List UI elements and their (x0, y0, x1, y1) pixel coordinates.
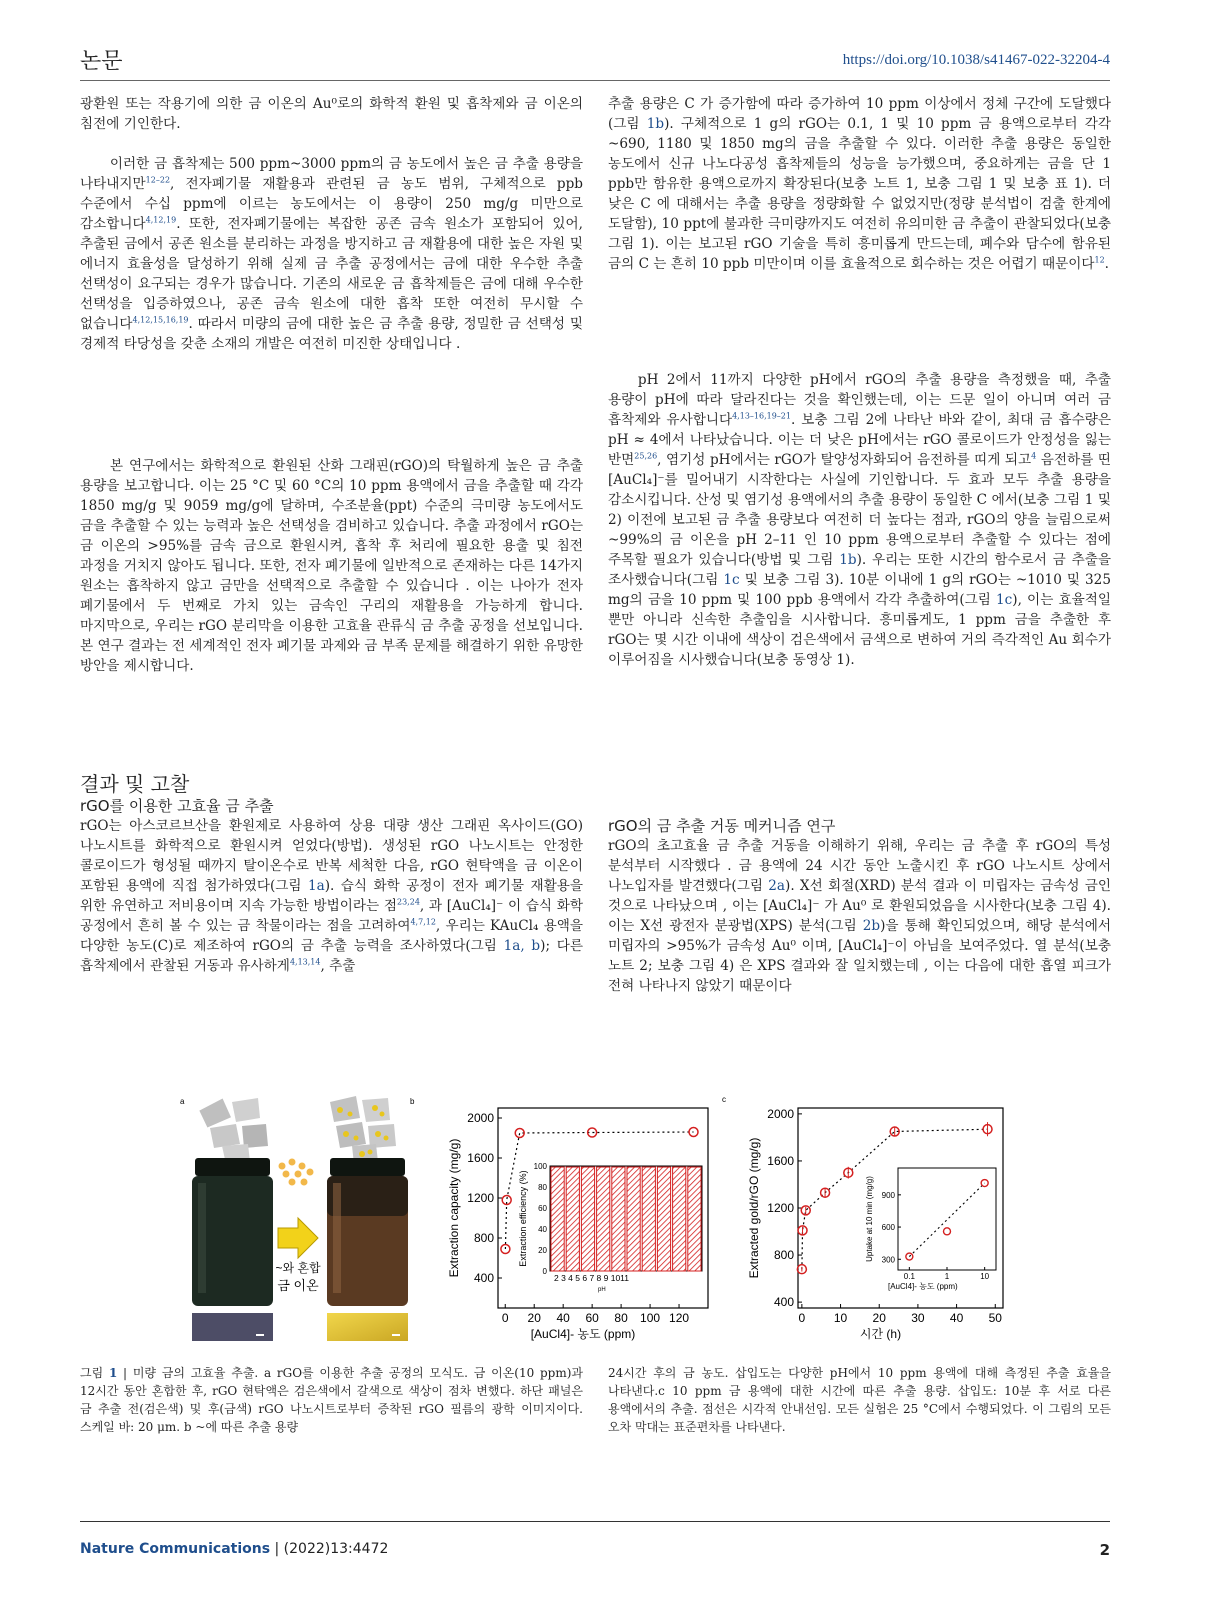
y-tick-label: 80 (538, 1183, 547, 1192)
chart-inset-ph-efficiency (518, 1162, 702, 1293)
gold-ion-dots (279, 1159, 314, 1186)
y-tick-label: 1600 (767, 1153, 794, 1168)
x-tick-label: 40 (949, 1311, 964, 1325)
x-tick-label: 20 (872, 1311, 886, 1325)
y-tick-label: 2000 (467, 1111, 494, 1125)
data-point (689, 1128, 698, 1137)
reference-link[interactable]: 12–22 (145, 175, 171, 185)
figure-1-svg (170, 1088, 1030, 1343)
y-axis-label: Uptake at 10 min (mg/g) (865, 1176, 874, 1262)
results-right (608, 816, 1111, 996)
doi-link[interactable]: https://doi.org/10.1038/s41467-022-32204-4 (842, 52, 1110, 68)
bar (657, 1167, 670, 1271)
x-axis-label: pH (598, 1287, 606, 1293)
reference-link[interactable]: 25,26 (634, 451, 658, 461)
x-tick-label: 0 (798, 1311, 806, 1325)
y-axis-label: Extracted gold/rGO (mg/g) (747, 1137, 761, 1279)
x-tick-label: 40 (556, 1311, 570, 1325)
x-tick-label: 0.1 (903, 1272, 915, 1281)
paragraph: pH 2에서 11까지 다양한 pH에서 rGO의 추출 용량을 측정했을 때, 추출 용량이 pH에 따라 달라진다는 것을 확인했는데, 이는 드문 일이 아니며 여러 금 흡착제와 유사합니다$^{4,13-16,19-21}$. 보충 그림 2에 나타난 바와 같이, 최대 금 흡수량은 pH ≈ 4에서 나타났습니다. 이는 더 낮은 pH에서는 rGO 콜로이드가 안정성을 잃는 반면$^{25,26}$, 염기성 pH에서는 rGO가 탈양성자화되어 음전하를 띠게 되고$^4$ 음전하를 띤 [AuCl₄]⁻를 밀어내기 시작한다는 사실에 기인합니다. 두 효과 모두 추출 용량을 감소시킵니다. 산성 및 염기성 용액에서의 추출 용량이 동일한 C 에서(보충 그림 1 및 2) 이전에 보고된 금 추출 용량보다 여전히 더 높다는 점과, rGO의 양을 늘림으로써 ~99%의 금 이온을 pH 2–11 인 10 ppm 용액으로부터 추출할 수 있다는 점에 주목할 필요가 있습니다(방법 및 그림 1b). 우리는 또한 시간의 함수로서 금 추출을 조사했습니다(그림 1c 및 보충 그림 3). 10분 이내에 1 g의 rGO는 ~1010 및 325 mg의 금을 10 ppm 및 100 ppb 용액에서 각각 추출하여(그림 1c), 이는 효율적일 뿐만 아니라 신속한 추출임을 시사합니다. 흥미롭게도, 1 ppm 금을 추출한 후 rGO는 몇 시간 이내에 색상이 검은색에서 금색으로 변하여 거의 즉각적인 Au 회수가 이루어짐을 시사했습니다(보충 동영상 1). (608, 372, 1112, 668)
paragraph: rGO는 아스코르브산을 환원제로 사용하여 상용 대량 생산 그래핀 옥사이드(GO) 나노시트를 화학적으로 환원시켜 얻었다(방법). 생성된 rGO 나노시트는 안정한 콜로이드가 형성될 때까지 탈이온수로 반복 세척한 다음, rGO 현탁액을 금 이온이 포함된 용액에 직접 첨가하였다(그림 1a). 습식 화학 공정이 전자 폐기물 재활용을 위한 유연하고 저비용이며 지속 가능한 방법이라는 점$^{23,24}$, 과 [AuCl₄]⁻ 이 습식 화학 공정에서 흔히 볼 수 있는 금 착물이라는 점을 고려하여$^{4,7,12}$, 우리는 KAuCl₄ 용액을 다양한 농도(C)로 제조하여 rGO의 금 추출 능력을 조사하였다(그림 1a, b); 다른 흡착제에서 관찰된 거동과 유사하게$^{4,13,14}$, 추출 (80, 818, 583, 974)
y-axis-label: Extraction efficiency (%) (518, 1170, 528, 1267)
figure-link[interactable]: 1b (839, 552, 857, 568)
arrow-caption-line2: 금 이온 (277, 1278, 319, 1293)
y-tick-label: 800 (773, 1248, 794, 1263)
panel-a-label: a (180, 1097, 185, 1106)
subsection-heading: rGO를 이용한 고효율 금 추출 (80, 797, 274, 815)
y-tick-label: 1600 (467, 1151, 494, 1165)
right-column-middle (608, 370, 1111, 670)
bar (688, 1167, 701, 1271)
paragraph: rGO의 초고효율 금 추출 거동을 이해하기 위해, 우리는 금 추출 후 rGO의 특성 분석부터 시작했다 . 금 용액에 24 시간 동안 노출시킨 후 rGO 나노시트 상에서 나노입자를 발견했다(그림 2a). X선 회절(XRD) 분석 결과 이 미립자는 금속성 금인 것으로 나타났으며 , 이는 [AuCl₄]⁻ 가 Au⁰ 로 환원되었음을 시사한다(보충 그림 4). 이는 X선 광전자 분광법(XPS) 분석(그림 2b)을 통해 확인되었으며, 해당 분석에서 미립자의 >95%가 금속성 Au⁰ 이며, [AuCl₄]⁻이 아님을 보여주었다. 열 분석(보충 노트 2; 보충 그림 4) 은 XPS 결과와 잘 일치했는데 , 이는 다음에 대한 흡열 피크가 전혀 나타나지 않았기 때문이다 (608, 838, 1111, 994)
bar (673, 1167, 686, 1271)
y-tick-label: 2000 (767, 1106, 794, 1121)
figure-link[interactable]: 1c (996, 592, 1013, 608)
x-tick-label: 60 (585, 1311, 599, 1325)
section-label: 논문 (80, 49, 123, 74)
reference-link[interactable]: 4,12,15,16,19 (132, 315, 189, 325)
bar (642, 1167, 655, 1271)
reference-link[interactable]: 4,13,14 (289, 957, 321, 967)
left-column-upper (80, 94, 583, 354)
y-tick-label: 400 (473, 1271, 494, 1285)
paragraph: 본 연구에서는 화학적으로 환원된 산화 그래핀(rGO)의 탁월하게 높은 금 추출 용량을 보고합니다. 이는 25 °C 및 60 °C의 10 ppm 용액에서 금을 추출할 때 각각 1850 mg/g 및 9059 mg/g에 달하며, 수조분율(ppt) 수준의 극미량 농도에서도 금을 추출할 수 있는 능력과 높은 선택성을 겸비하고 있습니다. 추출 과정에서 rGO는 금 이온의 >95%를 금속 금으로 환원시켜, 흡착 후 처리에 필요한 용출 및 침전 과정을 거치지 않아도 됩니다. 또한, 전자 폐기물에 일반적으로 존재하는 다른 14가지 원소는 흡착하지 않고 금만을 선택적으로 추출할 수 있습니다 . 이는 나아가 전자 폐기물에서 두 번째로 가치 있는 금속인 구리의 재활용을 가능하게 합니다. 마지막으로, 우리는 rGO 분리막을 이용한 고효율 관류식 금 추출 공정을 선보입니다. 본 연구 결과는 전 세계적인 전자 폐기물 과제와 금 부족 문제를 해결하기 위한 유망한 방안을 제시합니다. (80, 458, 583, 674)
results-left (80, 796, 583, 976)
arrow-caption-line1: ~와 혼합 (275, 1261, 321, 1275)
subsection-heading: rGO의 금 추출 거동 메커니즘 연구 (608, 817, 836, 835)
bar (627, 1167, 640, 1271)
vial-after (327, 1158, 408, 1306)
footer-rule (80, 1521, 1110, 1522)
y-tick-label: 40 (538, 1225, 547, 1234)
journal-name: Nature Communications | (2022)13:4472 (80, 1541, 389, 1557)
y-tick-label: 600 (881, 1223, 895, 1233)
y-tick-label: 0 (542, 1267, 547, 1276)
chart-inset-uptake (865, 1168, 996, 1291)
figure-link[interactable]: 2a (768, 878, 786, 894)
panel-c-label: c (722, 1095, 726, 1104)
x-axis-label: [AuCl4]- 농도 (ppm) (888, 1282, 958, 1291)
graphene-flakes-before (198, 1098, 268, 1164)
paragraph: 광환원 또는 작용기에 의한 금 이온의 Au⁰로의 화학적 환원 및 흡착제와 금 이온의 침전에 기인한다. (80, 96, 583, 132)
x-tick-labels: 2 3 4 5 6 7 8 9 1011 (554, 1273, 629, 1283)
x-tick-label: 20 (527, 1311, 541, 1325)
x-tick-label: 50 (988, 1311, 1002, 1325)
film-image-after (327, 1313, 408, 1341)
y-tick-label: 1200 (467, 1191, 494, 1205)
y-tick-label: 900 (881, 1190, 895, 1200)
reference-link[interactable]: 4 (1031, 451, 1037, 461)
bar (597, 1167, 610, 1271)
x-tick-label: 10 (980, 1272, 990, 1281)
graphene-flakes-after (330, 1096, 396, 1164)
paragraph: 이러한 금 흡착제는 500 ppm~3000 ppm의 금 농도에서 높은 금 추출 용량을 나타내지만$^{12-22}$, 전자폐기물 재활용과 관련된 금 농도 범위, 구체적으로 ppb 수준에서 수십 ppm에 이르는 농도에서는 이 용량이 250 mg/g 미만으로 감소합니다$^{4,12,19}$. 또한, 전자폐기물에는 복잡한 공존 금속 원소가 포함되어 있어, 추출된 금에서 공존 원소를 분리하는 과정을 방지하고 금 재활용에 대한 높은 자원 및 에너지 효율성을 달성하기 위해 실제 금 추출 공정에서는 금에 대한 우수한 추출 선택성이 요구되는 경우가 많습니다. 기존의 새로운 금 흡착제들은 금에 대해 우수한 선택성을 입증하였으나, 공존 금속 원소에 대한 흡착 또한 여전히 무시할 수 없습니다$^{4,12,15,16,19}$. 따라서 미량의 금에 대한 높은 금 추출 용량, 정밀한 금 선택성 및 경제적 타당성을 갖춘 소재의 개발은 여전히 미진한 상태입니다 . (80, 156, 583, 352)
header-rule (80, 80, 1110, 81)
reference-link[interactable]: 4,7,12 (410, 917, 436, 927)
y-tick-label: 400 (773, 1295, 794, 1310)
figure-link[interactable]: 1c (723, 572, 740, 588)
x-tick-label: 0 (501, 1311, 509, 1325)
x-axis-label: 시간 (h) (859, 1327, 902, 1341)
bar (566, 1167, 579, 1271)
reference-link[interactable]: 23,24 (397, 897, 420, 907)
figure-link[interactable]: 1a (307, 878, 325, 894)
figure-caption-right: 24시간 후의 금 농도. 삽입도는 다양한 pH에서 10 ppm 용액에 대해 측정된 추출 효율을 나타낸다.c 10 ppm 금 용액에 대한 시간에 따른 추출 용량. 삽입도: 10분 후 서로 다른 용액에서의 추출. 점선은 시각적 안내선임. 모든 실험은 25 °C에서 수행되었다. 이 그림의 모든 오차 막대는 표준편차를 나타낸다. (608, 1366, 1111, 1434)
y-tick-label: 20 (538, 1246, 547, 1255)
section-heading: 결과 및 고찰 (80, 772, 190, 796)
paragraph: 추출 용량은 C 가 증가함에 따라 증가하여 10 ppm 이상에서 정체 구간에 도달했다(그림 1b). 구체적으로 1 g의 rGO는 0.1, 1 및 10 ppm 금 용액으로부터 각각 ~690, 1180 및 1850 mg의 금을 추출할 수 있다. 이러한 추출 용량은 동일한 농도에서 신규 나노다공성 흡착제들의 성능을 능가했으며, 중요하게는 금을 단 1 ppb만 함유한 용액으로까지 확장된다(보충 노트 1, 보충 그림 1 및 보충 표 1). 더 낮은 C 에 대해서는 추출 용량을 정량화할 수 없었지만(정량 분석법이 검출 한계에 도달함), 10 ppt에 불과한 극미량까지도 여전히 유의미한 금 추출이 관찰되었다(보충 그림 1). 이는 보고된 rGO 기술을 특히 흥미롭게 만드는데, 폐수와 담수에 함유된 금의 C 는 흔히 10 ppb 미만이며 이를 효율적으로 회수하는 것은 어렵기 때문이다$^{12}$. (608, 96, 1111, 272)
panel-b-label-small: b (410, 1097, 415, 1106)
y-axis-label: Extraction capacity (mg/g) (447, 1138, 461, 1278)
x-tick-label: 120 (669, 1311, 690, 1325)
process-arrow (278, 1218, 318, 1258)
reference-link[interactable]: 4,12,19 (145, 215, 177, 225)
x-tick-label: 10 (833, 1311, 848, 1325)
bar (612, 1167, 625, 1271)
page-number: 2 (1099, 1541, 1110, 1559)
bar (581, 1167, 594, 1271)
reference-link[interactable]: 4,13–16,19–21 (732, 411, 791, 421)
data-point (501, 1245, 510, 1254)
figure-1 (170, 1088, 1030, 1343)
x-tick-label: 1 (944, 1272, 950, 1281)
figure-link[interactable]: 1a, b (503, 938, 541, 954)
y-tick-label: 100 (533, 1162, 547, 1171)
x-tick-label: 80 (614, 1311, 628, 1325)
reference-link[interactable]: 12 (1094, 255, 1105, 265)
y-tick-label: 800 (473, 1231, 494, 1245)
x-tick-label: 30 (911, 1311, 925, 1325)
bar (551, 1167, 564, 1271)
film-image-before (192, 1313, 273, 1341)
scale-bar (256, 1334, 264, 1336)
scale-bar (392, 1334, 400, 1336)
x-axis-label: [AuCl4]- 농도 (ppm) (530, 1327, 636, 1341)
figure-caption-left: 그림 1 | 미량 금의 고효율 추출. a rGO를 이용한 추출 공정의 모식도. 금 이온(10 ppm)과 12시간 동안 혼합한 후, rGO 현탁액은 검은색에서 갈색으로 색상이 점차 변했다. 하단 패널은 금 추출 전(검은색) 및 후(금색) rGO 나노시트로부터 증착된 rGO 필름의 광학 이미지이다. 스케일 바: 20 μm. b ~에 따른 추출 용량 (80, 1366, 583, 1434)
y-tick-label: 300 (881, 1255, 895, 1265)
right-column-upper (608, 94, 1111, 274)
y-tick-label: 60 (538, 1204, 547, 1213)
y-tick-label: 1200 (767, 1201, 794, 1215)
left-column-middle (80, 456, 583, 676)
vial-before (192, 1158, 273, 1306)
figure-link[interactable]: 1b (646, 116, 665, 132)
x-tick-label: 100 (640, 1311, 661, 1325)
figure-link[interactable]: 2b (862, 918, 881, 934)
